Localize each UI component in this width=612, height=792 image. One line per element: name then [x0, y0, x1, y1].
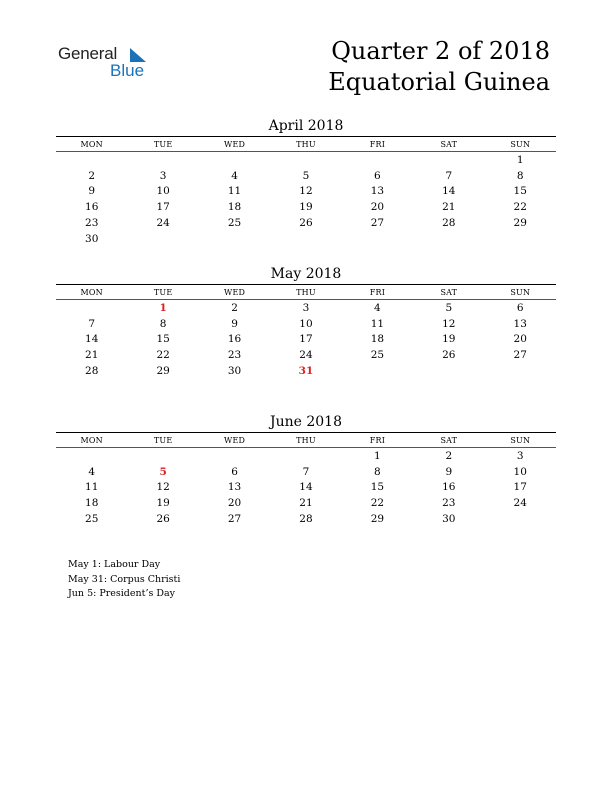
day-cell: 30: [442, 513, 456, 526]
day-cell: 30: [85, 232, 99, 245]
day-cell: 3: [159, 169, 167, 182]
holiday-notes: [68, 558, 180, 602]
day-cell: 18: [85, 497, 99, 510]
weekday-label: SUN: [510, 435, 531, 445]
day-cell: 15: [513, 185, 527, 198]
day-cell: 7: [302, 465, 310, 478]
day-cell: 19: [442, 333, 456, 346]
day-cell: 8: [516, 169, 524, 182]
day-cell: 16: [85, 201, 99, 214]
day-cell: 16: [442, 481, 456, 494]
week-row: [56, 152, 556, 168]
week-row: [56, 300, 556, 316]
day-cell: 29: [513, 217, 527, 230]
day-cell: 17: [513, 481, 527, 494]
weekday-header-row: [56, 433, 556, 447]
weekday-label: THU: [296, 139, 316, 149]
weekday-header-row: [56, 285, 556, 299]
day-cell: 12: [156, 481, 170, 494]
week-row: [56, 347, 556, 363]
weekday-label: FRI: [369, 287, 386, 297]
day-cell: 6: [374, 169, 381, 182]
logo-text-blue: Blue: [110, 61, 145, 80]
day-cell: 8: [159, 317, 167, 330]
day-cell: 14: [442, 185, 456, 198]
day-cell: 13: [513, 317, 527, 330]
weekday-label: FRI: [369, 435, 386, 445]
day-cell: 12: [442, 317, 456, 330]
week-row: [56, 316, 556, 332]
day-cell: 9: [231, 317, 238, 330]
day-cell: 21: [85, 349, 99, 362]
day-cell: 15: [370, 481, 385, 494]
day-cell: 1: [374, 449, 381, 462]
weekday-label: SAT: [440, 139, 458, 149]
note-item: May 1: Labour Day: [68, 559, 161, 570]
day-cell: 12: [299, 185, 313, 198]
day-cell: 8: [374, 465, 381, 478]
week-row: [56, 480, 556, 496]
note-item: May 31: Corpus Christi: [68, 573, 181, 585]
day-cell: 1: [516, 153, 524, 166]
day-cell: 27: [370, 217, 385, 230]
day-cell: 25: [370, 349, 385, 362]
day-cell: 5: [445, 301, 453, 314]
day-cell: 4: [231, 169, 238, 182]
day-cell: 30: [227, 365, 242, 378]
day-cell: 20: [513, 333, 527, 346]
day-cell: 29: [156, 365, 170, 378]
day-cell: 23: [442, 497, 456, 510]
weekday-label: FRI: [369, 139, 386, 149]
day-cell: 20: [370, 201, 385, 214]
day-cell: 18: [227, 201, 242, 214]
day-cell: 18: [370, 333, 385, 346]
day-cell: 19: [156, 497, 170, 510]
day-cell: 13: [370, 185, 385, 198]
day-cell: 7: [88, 317, 96, 330]
generalblue-logo: [58, 44, 158, 82]
day-cell: 14: [85, 333, 99, 346]
week-row: [56, 215, 556, 231]
day-cell: 11: [370, 317, 385, 330]
holiday-day-cell: 1: [159, 301, 167, 314]
week-row: [56, 168, 556, 184]
day-cell: 2: [88, 169, 96, 182]
day-cell: 11: [227, 185, 242, 198]
day-cell: 17: [299, 333, 313, 346]
day-cell: 27: [513, 349, 527, 362]
week-row: [56, 448, 556, 464]
weekday-label: SUN: [510, 139, 531, 149]
day-cell: 21: [299, 497, 313, 510]
day-cell: 4: [374, 301, 381, 314]
month-june: [56, 412, 556, 527]
day-cell: 15: [156, 333, 170, 346]
page-title: [328, 36, 550, 98]
day-cell: 24: [299, 349, 313, 362]
weekday-label: SAT: [440, 435, 458, 445]
day-cell: 23: [85, 217, 99, 230]
day-cell: 26: [156, 513, 170, 526]
weekday-label: MON: [80, 139, 103, 149]
day-cell: 22: [370, 497, 385, 510]
weekday-label: TUE: [153, 139, 173, 149]
month-title: June 2018: [269, 414, 342, 430]
day-cell: 21: [442, 201, 456, 214]
week-row: [56, 184, 556, 200]
weekday-label: TUE: [153, 435, 173, 445]
day-cell: 4: [88, 465, 96, 478]
weekday-label: MON: [80, 287, 103, 297]
day-cell: 13: [227, 481, 242, 494]
weekday-label: MON: [80, 435, 103, 445]
day-cell: 7: [445, 169, 453, 182]
day-cell: 11: [85, 481, 99, 494]
month-may: [56, 264, 556, 379]
weekday-label: WED: [224, 287, 246, 297]
month-april: [56, 116, 556, 247]
note-item: Jun 5: President’s Day: [68, 588, 176, 599]
weekday-label: WED: [224, 435, 246, 445]
day-cell: 28: [299, 513, 313, 526]
week-row: [56, 464, 556, 480]
weekday-header-row: [56, 137, 556, 151]
week-row: [56, 363, 556, 379]
week-row: [56, 332, 556, 348]
title-country: Equatorial Guinea: [328, 68, 550, 96]
day-cell: 29: [370, 513, 385, 526]
week-row: [56, 495, 556, 511]
day-cell: 22: [156, 349, 170, 362]
day-cell: 24: [513, 497, 527, 510]
day-cell: 16: [227, 333, 242, 346]
day-cell: 22: [513, 201, 527, 214]
day-cell: 28: [85, 365, 99, 378]
day-cell: 17: [156, 201, 170, 214]
day-cell: 10: [299, 317, 313, 330]
month-title: April 2018: [268, 118, 344, 134]
day-cell: 24: [156, 217, 170, 230]
day-cell: 20: [227, 497, 242, 510]
week-row: [56, 231, 556, 247]
day-cell: 3: [516, 449, 524, 462]
day-cell: 6: [231, 465, 238, 478]
day-cell: 26: [442, 349, 456, 362]
day-cell: 6: [516, 301, 524, 314]
day-cell: 9: [88, 185, 96, 198]
holiday-day-cell: 31: [298, 365, 314, 378]
weekday-label: THU: [296, 287, 316, 297]
day-cell: 9: [445, 465, 453, 478]
day-cell: 26: [299, 217, 313, 230]
week-row: [56, 511, 556, 527]
day-cell: 2: [231, 301, 238, 314]
day-cell: 19: [299, 201, 313, 214]
day-cell: 28: [442, 217, 456, 230]
day-cell: 10: [513, 465, 527, 478]
weekday-label: TUE: [153, 287, 173, 297]
day-cell: 5: [302, 169, 310, 182]
title-quarter: Quarter 2 of 2018: [331, 37, 550, 65]
day-cell: 25: [85, 513, 99, 526]
day-cell: 2: [445, 449, 453, 462]
day-cell: 14: [299, 481, 313, 494]
day-cell: 27: [227, 513, 242, 526]
day-cell: 3: [302, 301, 310, 314]
logo-text-general: General: [58, 44, 118, 63]
day-cell: 25: [227, 217, 242, 230]
holiday-day-cell: 5: [159, 465, 167, 478]
weekday-label: THU: [296, 435, 316, 445]
day-cell: 23: [227, 349, 242, 362]
month-title: May 2018: [270, 266, 342, 282]
day-cell: 10: [156, 185, 170, 198]
weekday-label: WED: [224, 139, 246, 149]
weekday-label: SUN: [510, 287, 531, 297]
week-row: [56, 199, 556, 215]
weekday-label: SAT: [440, 287, 458, 297]
